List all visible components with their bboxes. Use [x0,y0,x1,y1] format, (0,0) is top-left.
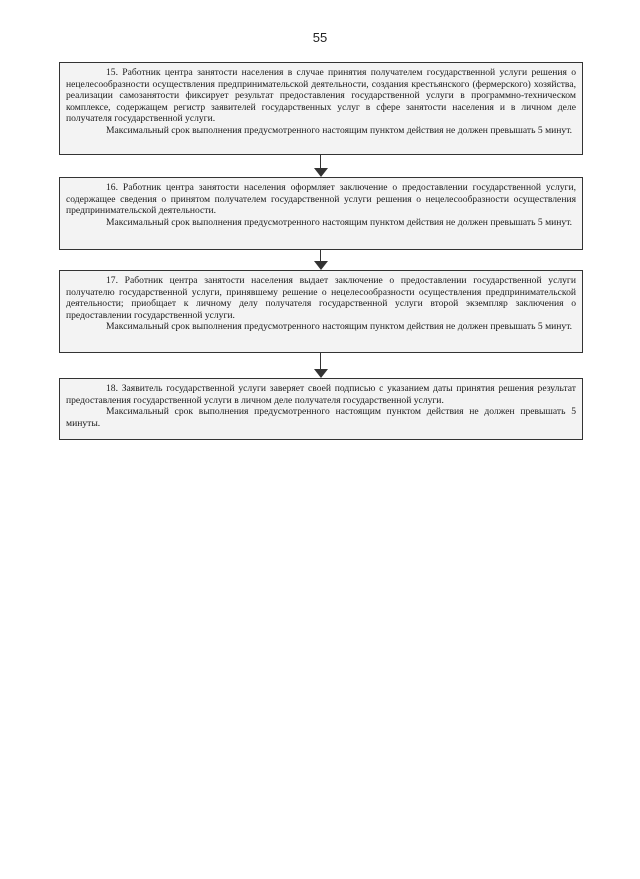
flowchart-step-17 [59,270,583,353]
flow-arrow-down-icon [314,155,328,177]
page-number: 55 [312,30,328,45]
step-description: 18. Заявитель государственной услуги заверяет своей подписью с указанием даты принятия решения результат предоставления государственной услуги в личном деле получателя государственной услуги. [66,383,576,406]
step-description: 16. Работник центра занятости населения оформляет заключение о предоставлении государственной услуги, содержащее сведения о принятом получателем государственной услуги решения о нецелесообразности осуществления предпринимательской деятельности. [66,182,576,217]
flowchart-step-18 [59,378,583,440]
step-description: 15. Работник центра занятости населения в случае принятия получателем государственной услуги решения о нецелесообразности осуществления предпринимательской деятельности, создания крестьянского (фермерского) хозяйства, реализации самозанятости фиксирует результат предоставления государственной услуги в программно-техническом комплексе, содержащем регистр заявителей государственных услуг в сфере занятости населения и в личном деле получателя государственной услуги. [66,67,576,125]
step-description: 17. Работник центра занятости населения выдает заключение о предоставлении государственной услуги получателю государственной услуги, принявшему решение о нецелесообразности осуществления предпринимательской деятельности; приобщает к личному делу получателя государственной услуги второй экземпляр заключения о предоставлении государственной услуги. [66,275,576,321]
step-time-limit: Максимальный срок выполнения предусмотренного настоящим пунктом действия не должен превышать 5 минут. [106,216,573,228]
step-time-limit: Максимальный срок выполнения предусмотренного настоящим пунктом действия не должен превышать 5 минуты. [66,406,576,429]
step-time-limit: Максимальный срок выполнения предусмотренного настоящим пунктом действия не должен превышать 5 минут. [106,321,573,333]
flowchart-step-15 [59,62,583,155]
step-time-limit: Максимальный срок выполнения предусмотренного настоящим пунктом действия не должен превышать 5 минут. [106,124,573,136]
flow-arrow-down-icon [314,353,328,378]
flowchart-step-16 [59,177,583,250]
flow-arrow-down-icon [314,250,328,270]
